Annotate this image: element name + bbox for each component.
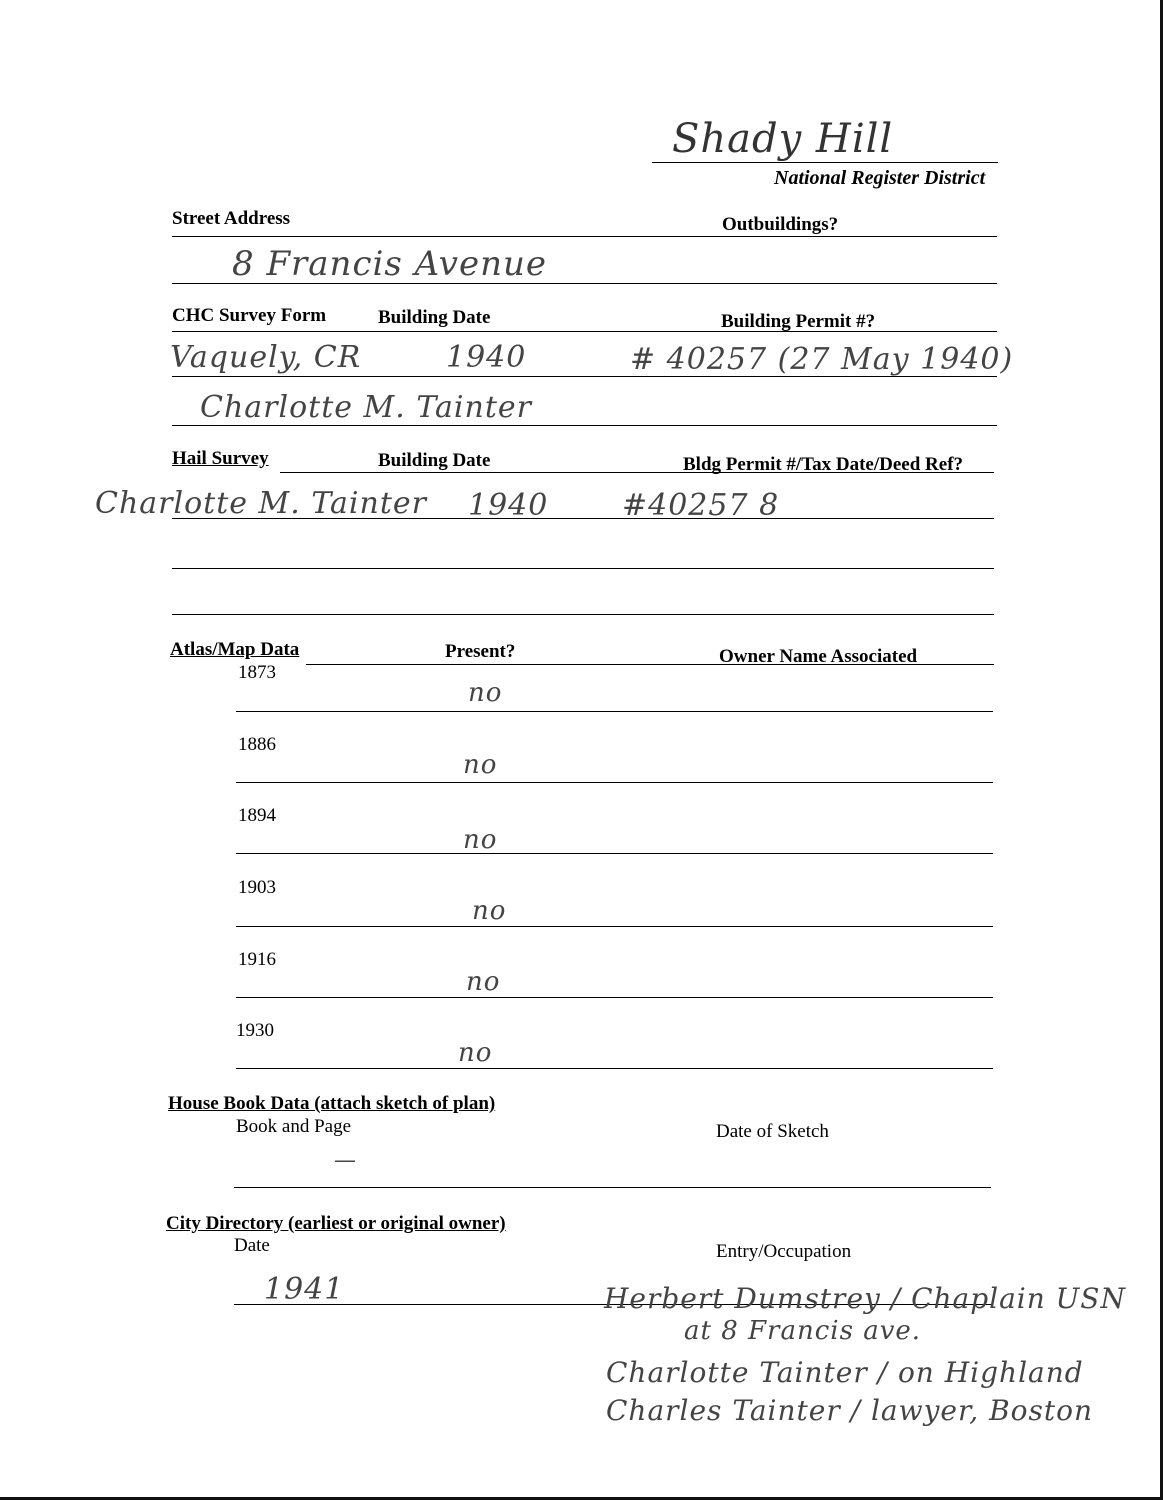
hail-survey-label: Hail Survey [172, 448, 269, 469]
atlas-year-1903: 1903 [238, 877, 276, 898]
atlas-present-1886: no [463, 750, 498, 780]
street-address-value: 8 Francis Avenue [232, 244, 548, 284]
chc-permit-label: Building Permit #? [721, 311, 876, 332]
atlas-owner-label: Owner Name Associated [719, 646, 918, 667]
chc-survey-label: CHC Survey Form [172, 305, 327, 326]
hail-permit-value: #40257 8 [622, 488, 780, 523]
hail-owner-value: Charlotte M. Tainter [95, 486, 427, 521]
atlas-row-line-1873 [236, 711, 993, 712]
street-address-label: Street Address [172, 208, 291, 229]
city-directory-date-label: Date [234, 1235, 270, 1256]
atlas-row-line-1930 [236, 1068, 993, 1069]
book-and-page-value: — [334, 1148, 357, 1173]
entry-line-2: at 8 Francis ave. [684, 1316, 922, 1346]
city-directory-label: City Directory (earliest or original owner) [166, 1213, 506, 1234]
house-book-label: House Book Data (attach sketch of plan) [168, 1093, 496, 1114]
hail-date-value: 1940 [468, 488, 549, 523]
atlas-present-1930: no [458, 1038, 493, 1068]
chc-owner-value: Charlotte M. Tainter [200, 390, 532, 425]
atlas-row-line-1903 [236, 926, 993, 927]
chc-header-line [172, 331, 997, 332]
atlas-year-1916: 1916 [238, 949, 276, 970]
outbuildings-label: Outbuildings? [722, 214, 839, 235]
atlas-present-1894: no [463, 825, 498, 855]
atlas-row-line-1916 [236, 997, 993, 998]
city-directory-date-value: 1941 [264, 1272, 345, 1307]
atlas-row-line-1894 [236, 853, 993, 854]
atlas-year-1930: 1930 [236, 1020, 274, 1041]
atlas-header-line [306, 664, 994, 665]
hail-header-line [280, 472, 994, 473]
atlas-present-label: Present? [445, 641, 516, 662]
chc-value-line [172, 376, 997, 377]
book-and-page-label: Book and Page [236, 1116, 352, 1137]
atlas-year-1873: 1873 [238, 662, 276, 683]
atlas-present-1903: no [472, 896, 507, 926]
hail-blank-line-1 [172, 568, 994, 569]
atlas-row-line-1886 [236, 782, 993, 783]
street-header-line [172, 236, 997, 237]
chc-owner-line [172, 425, 997, 426]
atlas-map-label: Atlas/Map Data [170, 639, 300, 660]
chc-permit-value: # 40257 (27 May 1940) [630, 342, 1014, 377]
date-of-sketch-label: Date of Sketch [716, 1121, 829, 1142]
atlas-year-1894: 1894 [238, 805, 276, 826]
district-line [652, 162, 998, 163]
chc-architect-value: Vaquely, CR [170, 340, 362, 375]
house-book-line [234, 1187, 991, 1188]
hail-value-line [172, 518, 994, 519]
entry-occupation-label: Entry/Occupation [716, 1241, 852, 1262]
atlas-present-1916: no [466, 967, 501, 997]
district-label: National Register District [774, 167, 986, 189]
hail-permit-label: Bldg Permit #/Tax Date/Deed Ref? [683, 454, 964, 475]
hail-blank-line-2 [172, 614, 994, 615]
chc-building-date-label: Building Date [378, 307, 491, 328]
atlas-present-1873: no [468, 678, 503, 708]
district-name-handwritten: Shady Hill [672, 116, 894, 162]
entry-line-3: Charlotte Tainter / on Highland [606, 1356, 1084, 1389]
entry-line-4: Charles Tainter / lawyer, Boston [606, 1394, 1094, 1427]
chc-date-value: 1940 [446, 340, 527, 375]
entry-line-1: Herbert Dumstrey / Chaplain USN [604, 1282, 1126, 1315]
atlas-year-1886: 1886 [238, 734, 276, 755]
hail-building-date-label: Building Date [378, 450, 491, 471]
street-value-line [172, 283, 997, 284]
